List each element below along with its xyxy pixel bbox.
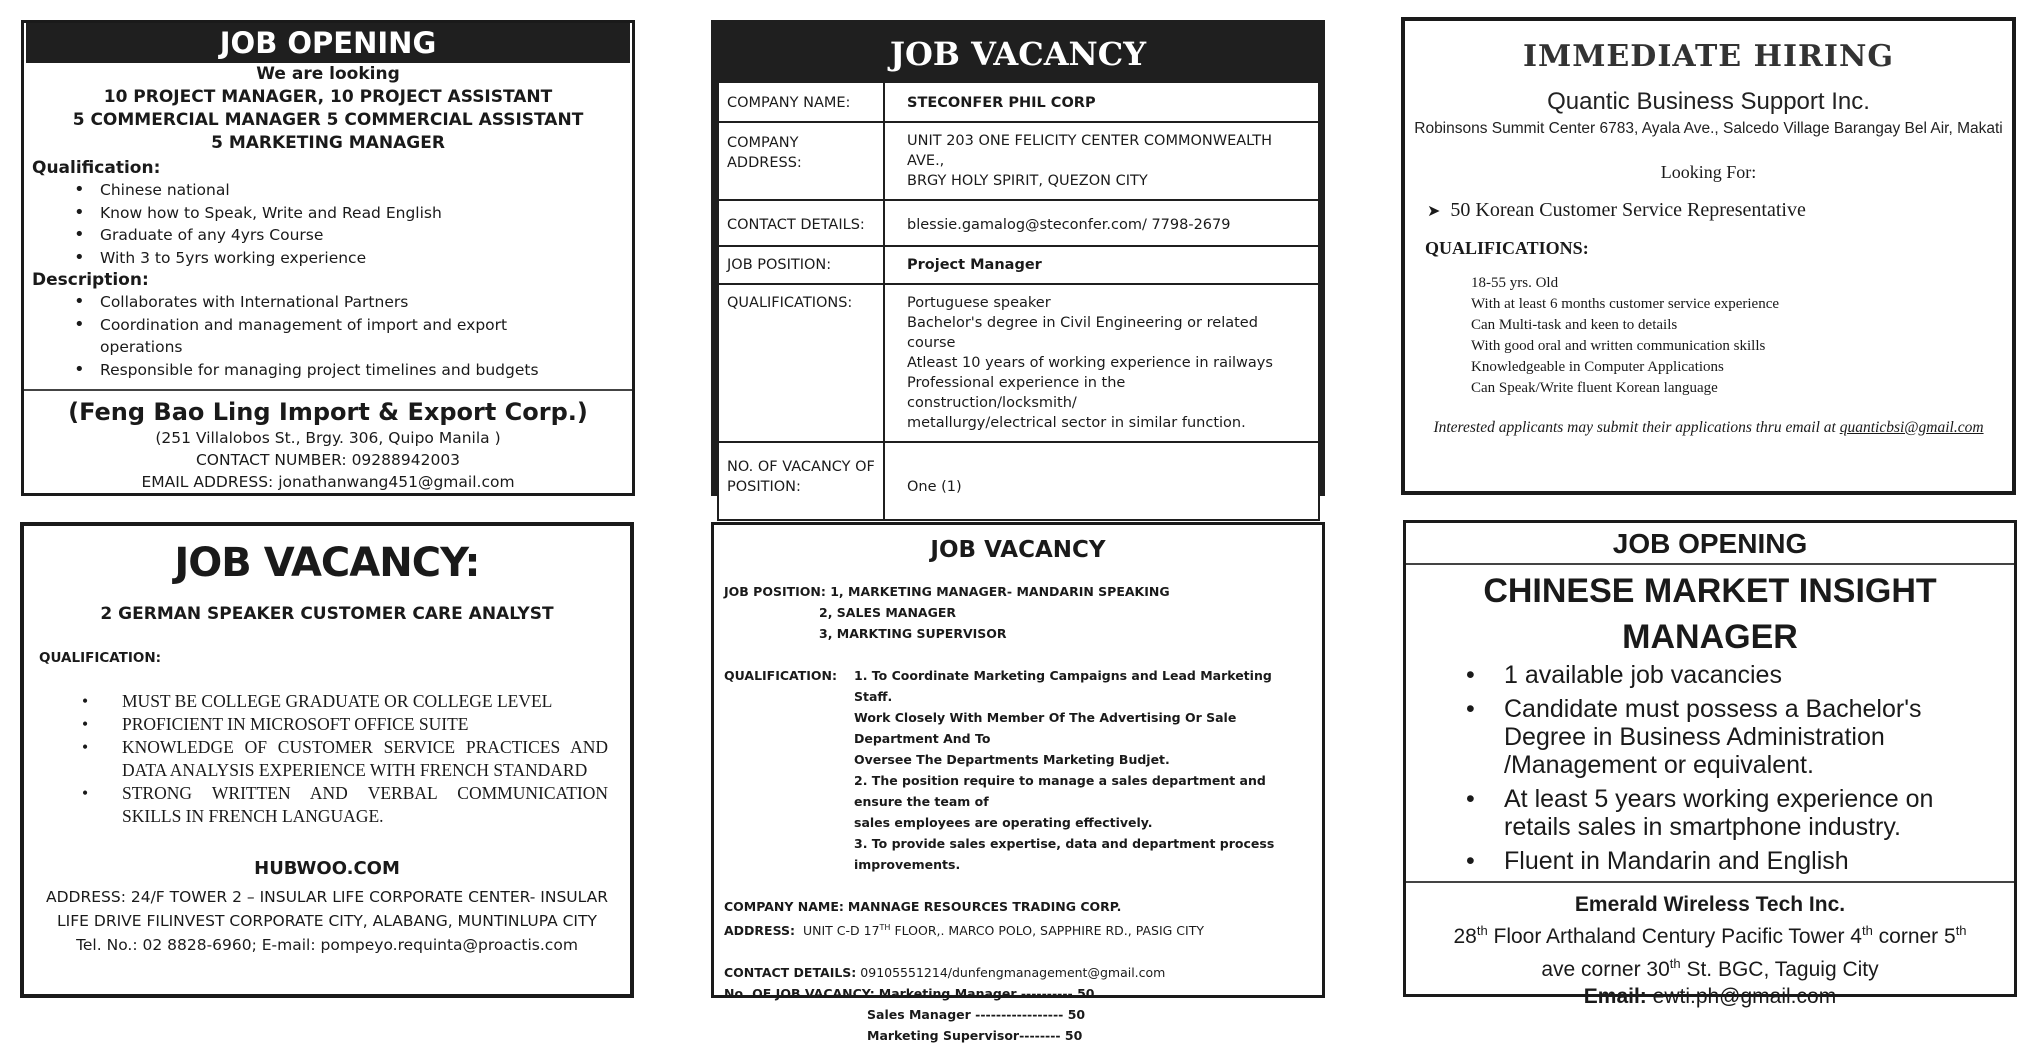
- list-item: 3. To provide sales expertise, data and department process improvements.: [854, 836, 1275, 872]
- list-item: 1. To Coordinate Marketing Campaigns and Lead Marketing Staff.: [854, 668, 1272, 704]
- list-item: • Chinese national: [74, 179, 632, 202]
- value-line: Atleast 10 years of working experience in railways: [907, 355, 1273, 371]
- contact-number: CONTACT NUMBER: 09288942003: [195, 451, 461, 469]
- qualification-list: [24, 179, 632, 269]
- address-label: ADDRESS:: [724, 923, 796, 939]
- row-label: QUALIFICATIONS:: [718, 284, 884, 442]
- company-address: (251 Villalobos St., Brgy. 306, Quipo Manila ): [155, 429, 501, 447]
- vacancy-item: Marketing Supervisor-------- 50: [867, 1028, 1083, 1044]
- table-row: [718, 442, 1319, 520]
- job-ad-hubwoo: [20, 522, 634, 998]
- vacancy-label: No. OF JOB VACANCY:: [724, 986, 875, 1002]
- looking-for-label: Looking For:: [1660, 162, 1757, 182]
- value-line: Bachelor's degree in Civil Engineering or related course: [907, 315, 1258, 351]
- ad-body: [724, 581, 1314, 1046]
- table-row: [718, 82, 1319, 122]
- list-item: sales employees are operating effectively.: [854, 815, 1153, 830]
- email-address: EMAIL ADDRESS: jonathanwang451@gmail.com: [141, 473, 515, 491]
- position: [1405, 199, 2012, 222]
- row-value: One (1): [884, 442, 1319, 520]
- job-ad-mannage: [711, 522, 1325, 1044]
- company-address: Robinsons Summit Center 6783, Ayala Ave., Salcedo Village Barangay Bel Air, Makati: [1414, 120, 2003, 137]
- value-line: UNIT 203 ONE FELICITY CENTER COMMONWEALTH AVE.,: [907, 133, 1273, 169]
- vacancy-table: [717, 81, 1320, 521]
- qualification-label: QUALIFICATIONS:: [1425, 238, 1589, 258]
- qualification-row: [724, 665, 1314, 875]
- ad-title: JOB VACANCY:: [174, 540, 480, 586]
- list-item: • With 3 to 5yrs working experience: [74, 247, 632, 270]
- headline-line: 5 MARKETING MANAGER: [211, 133, 445, 153]
- contact-details: Tel. No.: 02 8828-6960; E-mail: pompeyo.requinta@proactis.com: [76, 936, 578, 954]
- job-ad-feng-bao-ling: [21, 20, 635, 496]
- ordinal-suffix: th: [1955, 923, 1967, 938]
- row-label: JOB POSITION:: [718, 246, 884, 284]
- row-value: blessie.gamalog@steconfer.com/ 7798-2679: [884, 200, 1319, 246]
- list-item: • Graduate of any 4yrs Course: [74, 224, 632, 247]
- address-row: [724, 917, 1314, 941]
- description-label: Description:: [32, 270, 149, 290]
- job-ad-quantic: [1401, 17, 2016, 495]
- row-label: NO. OF VACANCY OF POSITION:: [718, 442, 884, 520]
- table-row: [718, 246, 1319, 284]
- list-item: Oversee The Departments Marketing Budjet.: [854, 752, 1170, 767]
- list-item: Can Multi-task and keen to details: [1471, 317, 1678, 333]
- ordinal-suffix: th: [1861, 923, 1873, 938]
- company-name: Quantic Business Support Inc.: [1547, 88, 1870, 115]
- contact-row: [724, 962, 1314, 983]
- job-position-row: [724, 581, 1314, 602]
- ad-title: JOB VACANCY: [930, 537, 1106, 563]
- qualification-list: [24, 690, 630, 828]
- list-item: • Collaborates with International Partners: [74, 291, 632, 314]
- list-item: • STRONG WRITTEN AND VERBAL COMMUNICATION SKILLS IN FRENCH LANGUAGE.: [82, 782, 608, 828]
- company-label: COMPANY NAME:: [724, 899, 844, 914]
- table-row: [718, 284, 1319, 442]
- company-name: (Feng Bao Ling Import & Export Corp.): [68, 398, 588, 426]
- list-item: • KNOWLEDGE OF CUSTOMER SERVICE PRACTICES AND DATA ANALYSIS EXPERIENCE WITH FRENCH STANDARD: [82, 736, 608, 782]
- qualification-list: [854, 665, 1304, 875]
- ad-title: IMMEDIATE HIRING: [1522, 39, 1895, 74]
- ordinal-suffix: TH: [879, 923, 891, 932]
- row-value: Project Manager: [884, 246, 1319, 284]
- qualification-label: Qualification:: [32, 158, 161, 178]
- email-address: ewti.ph@gmail.com: [1646, 985, 1837, 1008]
- list-item: • Responsible for managing project timelines and budgets: [74, 359, 632, 382]
- value-line: Portuguese speaker: [907, 295, 1051, 311]
- list-item: • Candidate must possess a Bachelor's Degree in Business Administration /Management or equivalent.: [1466, 695, 1996, 779]
- headline-line: 5 COMMERCIAL MANAGER 5 COMMERCIAL ASSISTANT: [72, 110, 584, 130]
- position: 2 GERMAN SPEAKER CUSTOMER CARE ANALYST: [100, 604, 554, 624]
- job-ad-steconfer: [711, 20, 1325, 496]
- description-list: [24, 291, 632, 381]
- list-item: • Coordination and management of import and export operations: [74, 314, 632, 359]
- divider: [1406, 881, 2014, 883]
- list-item: Knowledgeable in Computer Applications: [1471, 359, 1724, 375]
- requirement-list: [1406, 661, 2014, 875]
- table-row: [718, 122, 1319, 200]
- email-label: Email:: [1583, 985, 1647, 1008]
- address-text: UNIT C-D 17: [803, 923, 880, 939]
- row-value: [884, 122, 1319, 200]
- position-item: 2, SALES MANAGER: [819, 605, 957, 620]
- address-text: corner 5: [1872, 925, 1956, 948]
- list-item: • Know how to Speak, Write and Read English: [74, 202, 632, 225]
- vacancy-item: Sales Manager ----------------- 50: [867, 1007, 1086, 1023]
- application-note-text: Interested applicants may submit their applications thru email at: [1433, 419, 1836, 436]
- company-address: ADDRESS: 24/F TOWER 2 – INSULAR LIFE CORPORATE CENTER- INSULAR LIFE DRIVE FILINVEST CORPORATE CITY, ALABANG, MUNTINLUPA CITY: [45, 888, 608, 930]
- address-text: 28: [1453, 925, 1477, 948]
- list-item: With at least 6 months customer service experience: [1471, 296, 1780, 312]
- ad-title: JOB OPENING: [26, 23, 630, 63]
- ad-title: JOB VACANCY: [889, 35, 1147, 73]
- job-position-label: JOB POSITION: [724, 584, 821, 599]
- ordinal-suffix: th: [1669, 956, 1681, 971]
- qualification-list: [1405, 273, 2012, 399]
- value-line: BRGY HOLY SPIRIT, QUEZON CITY: [907, 173, 1148, 189]
- position-item: 3, MARKTING SUPERVISOR: [819, 626, 1007, 641]
- qualification-label: QUALIFICATION:: [39, 650, 162, 666]
- vacancy-row: [724, 983, 1314, 1004]
- company-site: HUBWOO.COM: [254, 858, 400, 879]
- list-item: 18-55 yrs. Old: [1471, 275, 1559, 291]
- headline-line: MANAGER: [1622, 618, 1798, 656]
- value-line: metallurgy/electrical sector in similar function.: [907, 415, 1246, 431]
- company-row: [724, 896, 1314, 917]
- company-name: MANNAGE RESOURCES TRADING CORP.: [847, 899, 1122, 914]
- list-item: • MUST BE COLLEGE GRADUATE OR COLLEGE LEVEL: [82, 690, 608, 713]
- ad-title: JOB OPENING: [1406, 523, 2014, 565]
- list-item: Work Closely With Member Of The Advertising Or Sale Department And To: [854, 710, 1237, 746]
- arrow-bullet-icon: ➤: [1427, 203, 1441, 220]
- list-item: • Fluent in Mandarin and English: [1466, 847, 1996, 875]
- address-text: ave corner 30: [1541, 958, 1670, 981]
- row-label: COMPANY ADDRESS:: [718, 122, 884, 200]
- contact-details: 09105551214/dunfengmanagement@gmail.com: [860, 965, 1166, 981]
- headline-line: CHINESE MARKET INSIGHT: [1483, 572, 1937, 610]
- value-line: Professional experience in the construction/locksmith/: [907, 375, 1126, 411]
- address-text: Floor Arthaland Century Pacific Tower 4: [1487, 925, 1862, 948]
- ordinal-suffix: th: [1476, 923, 1488, 938]
- divider: [24, 389, 632, 391]
- row-label: COMPANY NAME:: [718, 82, 884, 122]
- application-email: quanticbsi@gmail.com: [1839, 419, 1984, 436]
- address-text: St. BGC, Taguig City: [1680, 958, 1879, 981]
- table-row: [718, 200, 1319, 246]
- list-item: 2. The position require to manage a sales department and ensure the team of: [854, 773, 1266, 809]
- vacancy-item: Marketing Manager ---------- 50: [878, 986, 1095, 1002]
- row-value: [884, 284, 1319, 442]
- list-item: • PROFICIENT IN MICROSOFT OFFICE SUITE: [82, 713, 608, 736]
- list-item: • 1 available job vacancies: [1466, 661, 1996, 689]
- company-name: Emerald Wireless Tech Inc.: [1574, 893, 1846, 916]
- list-item: Can Speak/Write fluent Korean language: [1471, 380, 1718, 396]
- position-text: 50 Korean Customer Service Representative: [1450, 199, 1806, 221]
- qualification-label: QUALIFICATION:: [724, 668, 838, 683]
- address-text: FLOOR,. MARCO POLO, SAPPHIRE RD., PASIG CITY: [894, 923, 1204, 939]
- row-label: CONTACT DETAILS:: [718, 200, 884, 246]
- application-note: [1405, 419, 2012, 437]
- company-address-line2: [1406, 950, 2014, 983]
- headline-line: 10 PROJECT MANAGER, 10 PROJECT ASSISTANT: [103, 87, 553, 107]
- job-ad-emerald-wireless: [1403, 520, 2017, 1008]
- company-address: [1406, 917, 2014, 950]
- list-item: With good oral and written communication skills: [1471, 338, 1766, 354]
- email-row: [1406, 983, 2014, 1010]
- row-value: STECONFER PHIL CORP: [884, 82, 1319, 122]
- list-item: • At least 5 years working experience on retails sales in smartphone industry.: [1466, 785, 1996, 841]
- position-item: : 1, MARKETING MANAGER- MANDARIN SPEAKING: [820, 584, 1170, 599]
- headline-line: We are looking: [256, 64, 400, 84]
- contact-label: CONTACT DETAILS:: [724, 965, 857, 981]
